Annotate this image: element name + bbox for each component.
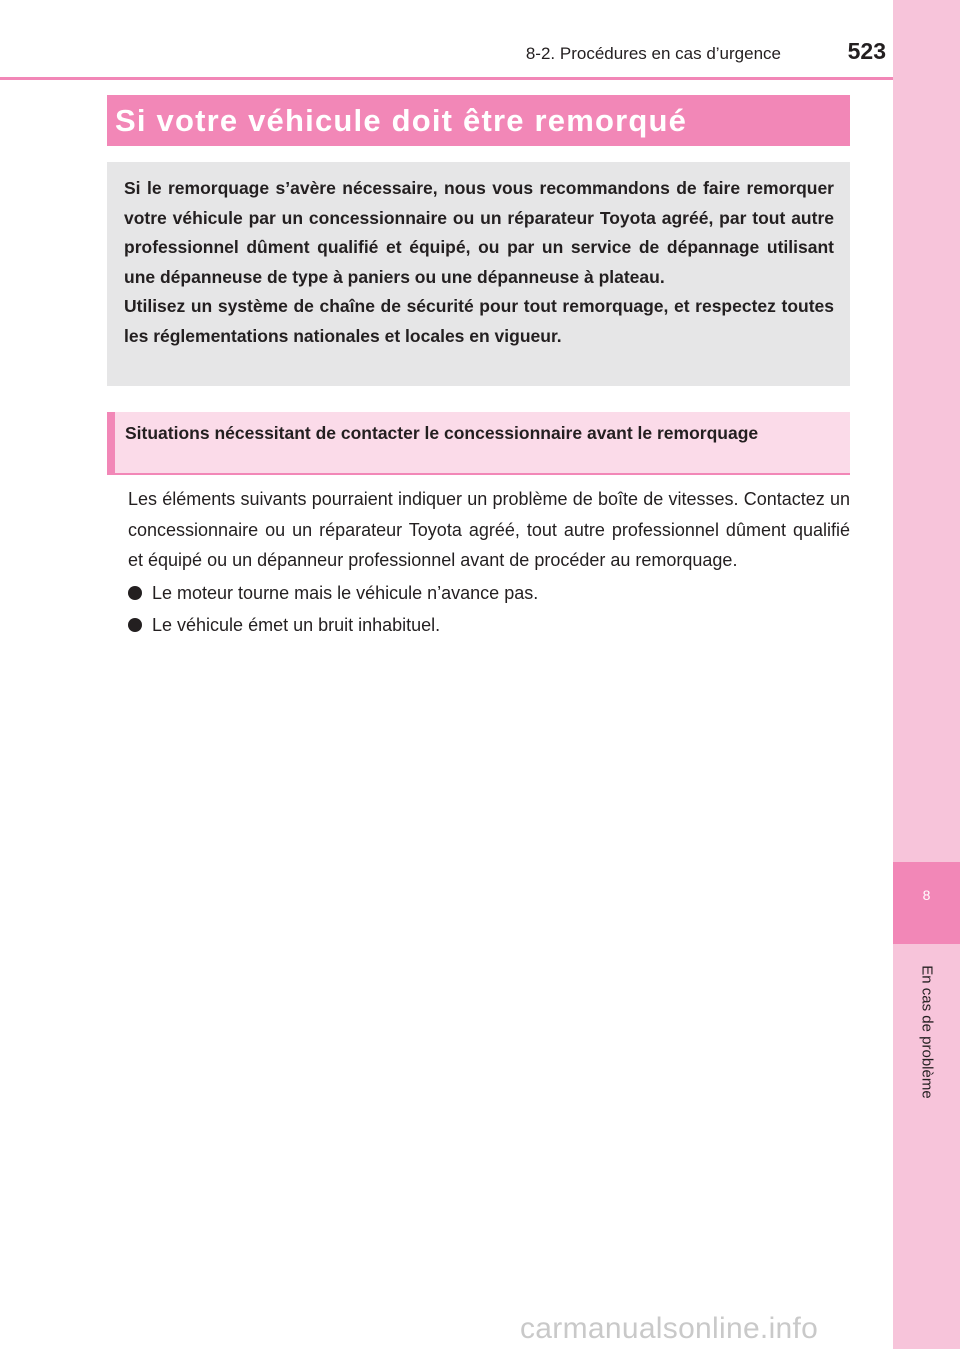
intro-box [107,162,850,386]
intro-paragraph: Si le remorquage s’avère nécessaire, nous vous recommandons de faire remorquer votre véhicule par un concessionnaire ou un réparateur Toyota agréé, par tout autre professionnel dûment qualifié et équipé, ou par un service de dépannage utilisant une dépanneuse de type à paniers ou une dépanneuse à plateau. [124,178,834,287]
chapter-tab-label: En cas de problème [918,965,936,1099]
section-title: Si votre véhicule doit être remorqué [107,95,850,146]
body-content [128,484,850,641]
chapter-tab-number: 8 [893,862,960,944]
watermark-text: carmanualsonline.info [520,1312,819,1345]
list-item [128,578,850,609]
bullet-icon [128,586,142,600]
chapter-heading: 8-2. Procédures en cas d’urgence [525,44,781,63]
intro-paragraph: Utilisez un système de chaîne de sécurité pour tout remorquage, et respectez toutes les réglementations nationales et locales en vigueur. [124,296,834,346]
list-item-text: Le véhicule émet un bruit inhabituel. [152,615,441,635]
symptom-list [128,578,850,641]
chapter-side-tab [893,0,960,1349]
list-item [128,610,850,641]
header-divider [0,77,893,80]
bullet-icon [128,618,142,632]
subsection-title: Situations nécessitant de contacter le concessionnaire avant le remorquage [107,412,850,475]
list-item-text: Le moteur tourne mais le véhicule n’avance pas. [152,582,539,603]
body-paragraph: Les éléments suivants pourraient indiquer un problème de boîte de vitesses. Contactez un concessionnaire ou un réparateur Toyota agréé, tout autre professionnel dûment qualifié et équipé ou un dépanneur professionnel avant de procéder au remorquage. [128,489,850,570]
page-number: 523 [847,38,886,64]
